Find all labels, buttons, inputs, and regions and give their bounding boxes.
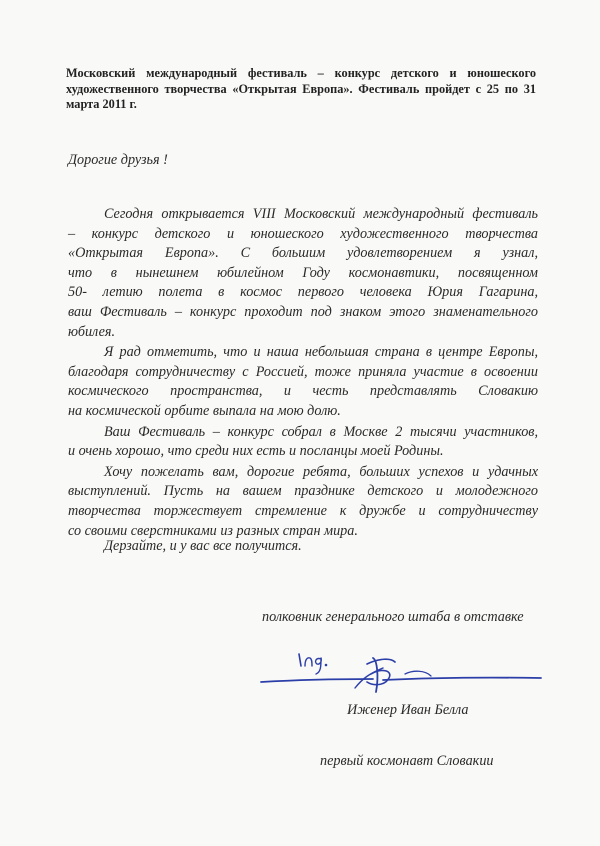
- body-line: космического пространства, и честь представлять Словакию: [68, 383, 538, 400]
- closing-line: Дерзайте, и у вас все получится.: [104, 538, 302, 554]
- header-line: Московский международный фестиваль – конкурс детского и юношеского: [66, 66, 536, 80]
- signer-role: первый космонавт Словакии: [320, 753, 494, 769]
- header-line: художественного творчества «Открытая Европа». Фестиваль пройдет с 25 по 31: [66, 81, 536, 96]
- paragraph: [68, 343, 538, 421]
- letter-header: [66, 66, 536, 113]
- letter-body: [68, 205, 538, 542]
- body-line: юбилея.: [68, 323, 116, 340]
- body-line: Сегодня открывается VIII Московский международный фестиваль: [104, 206, 538, 222]
- body-line: выступлений. Пусть на вашем празднике детского и молодежного: [68, 483, 538, 500]
- body-line: со своими сверстниками из разных стран мира.: [68, 522, 358, 539]
- position-title: полковник генерального штаба в отставке: [262, 609, 524, 625]
- salutation: Дорогие друзья !: [68, 152, 168, 168]
- body-line: Ваш Фестиваль – конкурс собрал в Москве 2 тысячи участников,: [104, 423, 538, 440]
- handwritten-signature: [255, 640, 545, 700]
- body-line: и очень хорошо, что среди них есть и посланцы моей Родины.: [68, 443, 444, 460]
- body-line: на космической орбите выпала на мою долю.: [68, 402, 341, 419]
- body-line: «Открытая Европа». С большим удовлетворением я узнал,: [68, 245, 538, 262]
- body-line: Хочу пожелать вам, дорогие ребята, больших успехов и удачных: [104, 463, 538, 480]
- body-line: Я рад отметить, что и наша небольшая страна в центре Европы,: [104, 344, 538, 361]
- body-line: благодаря сотрудничеству с Россией, тоже приняла участие в освоении: [68, 363, 538, 380]
- paragraph: [68, 463, 538, 541]
- body-line: ваш Фестиваль – конкурс проходит под знаком этого знаменательного: [68, 303, 538, 320]
- paragraph: [68, 205, 538, 342]
- body-line: 50- летию полета в космос первого человека Юрия Гагарина,: [68, 284, 538, 301]
- body-line: творчества торжествует стремление к дружбе и сотрудничеству: [68, 502, 538, 519]
- signer-name: Иженер Иван Белла: [347, 702, 469, 718]
- paragraph: [68, 423, 538, 462]
- body-line: что в нынешнем юбилейном Году космонавтики, посвященном: [68, 264, 538, 281]
- header-line: марта 2011 г.: [66, 97, 137, 111]
- body-line: – конкурс детского и юношеского художественного творчества: [68, 225, 538, 242]
